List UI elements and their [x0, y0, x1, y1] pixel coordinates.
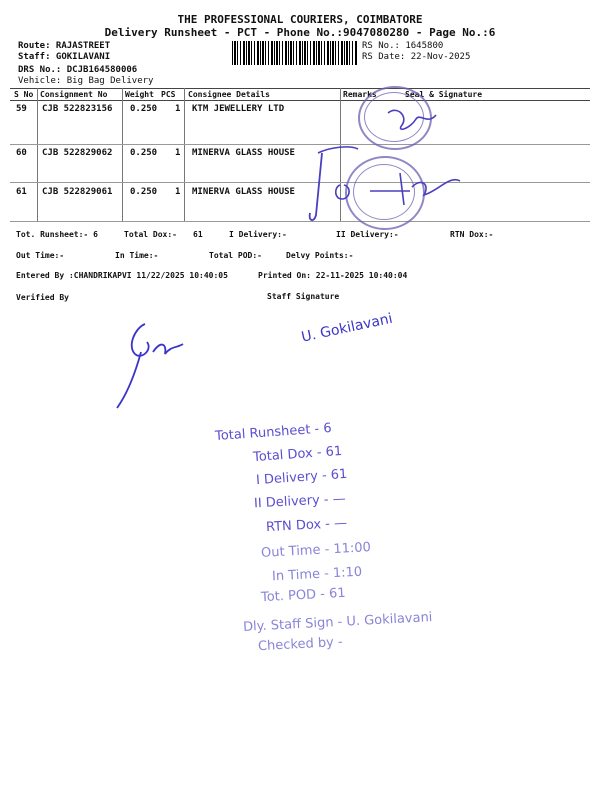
handwritten-line: Total Runsheet - 6: [214, 420, 333, 445]
handwritten-line: Out Time - 11:00: [260, 540, 372, 561]
handwritten-line: II Delivery - —: [253, 491, 347, 512]
row-weight: 0.250: [130, 148, 158, 158]
barcode: [232, 41, 358, 65]
handwritten-line: RTN Dox - —: [265, 515, 348, 536]
rs-date: RS Date: 22-Nov-2025: [362, 52, 471, 62]
col-header-sno: S No: [14, 90, 34, 99]
rs-number: RS No.: 1645800: [362, 41, 444, 51]
row-consignee: MINERVA GLASS HOUSE: [192, 148, 295, 158]
handwritten-line: I Delivery - 61: [255, 466, 348, 489]
row-pcs: 1: [175, 187, 181, 197]
total-dox-value: 61: [193, 230, 203, 239]
row-weight: 0.250: [130, 187, 158, 197]
col-header-consignment: Consignment No: [40, 90, 108, 99]
company-title: THE PROFESSIONAL COURIERS, COIMBATORE: [177, 13, 423, 26]
verified-signature: [105, 318, 195, 413]
handwritten-line: In Time - 1:10: [271, 564, 363, 585]
ii-delivery: II Delivery:-: [336, 230, 399, 239]
handwritten-line: Total Dox - 61: [252, 443, 343, 466]
out-time: Out Time:-: [16, 251, 65, 260]
col-header-remarks: Remarks: [343, 90, 377, 99]
total-runsheet: Tot. Runsheet:- 6: [16, 230, 98, 239]
total-dox-label: Total Dox:-: [124, 230, 177, 239]
row-consignment: CJB 522829061: [42, 187, 113, 197]
row-consignment: CJB 522829062: [42, 148, 113, 158]
delivery-points: Delvy Points:-: [286, 251, 354, 260]
handwritten-line: Checked by -: [257, 634, 344, 655]
verified-by: Verified By: [16, 293, 69, 302]
col-header-pcs: PCS: [161, 90, 176, 99]
printed-on: Printed On: 22-11-2025 10:40:04: [258, 271, 408, 280]
in-time: In Time:-: [115, 251, 159, 260]
row-sno: 59: [16, 104, 27, 114]
vehicle-label: Vehicle: Big Bag Delivery: [18, 76, 154, 86]
handwritten-line: Dly. Staff Sign - U. Gokilavani: [242, 610, 433, 635]
row-consignee: MINERVA GLASS HOUSE: [192, 187, 295, 197]
total-pod: Total POD:-: [209, 251, 262, 260]
row-pcs: 1: [175, 148, 181, 158]
staff-label: Staff: GOKILAVANI: [18, 52, 111, 62]
row-sno: 60: [16, 148, 27, 158]
drs-number: DRS No.: DCJB164580006: [18, 65, 138, 75]
row-consignee: KTM JEWELLERY LTD: [192, 104, 285, 114]
row-pcs: 1: [175, 104, 181, 114]
row-consignment: CJB 522823156: [42, 104, 113, 114]
row-weight: 0.250: [130, 104, 158, 114]
staff-signature-label: Staff Signature: [267, 292, 340, 301]
row-sno: 61: [16, 187, 27, 197]
handwritten-staff-name: U. Gokilavani: [300, 310, 394, 346]
handwritten-line: Tot. POD - 61: [260, 585, 346, 606]
col-header-weight: Weight: [125, 90, 154, 99]
col-header-seal-signature: Seal & Signature: [405, 90, 483, 99]
i-delivery: I Delivery:-: [229, 230, 287, 239]
entered-by: Entered By :CHANDRIKAPVI 11/22/2025 10:40:05: [16, 271, 228, 280]
runsheet-subtitle: Delivery Runsheet - PCT - Phone No.:9047080280 - Page No.:6: [104, 26, 496, 39]
handwritten-signature: [300, 95, 480, 230]
route-label: Route: RAJASTREET: [18, 41, 111, 51]
col-header-consignee: Consignee Details: [188, 90, 270, 99]
rtn-dox: RTN Dox:-: [450, 230, 494, 239]
